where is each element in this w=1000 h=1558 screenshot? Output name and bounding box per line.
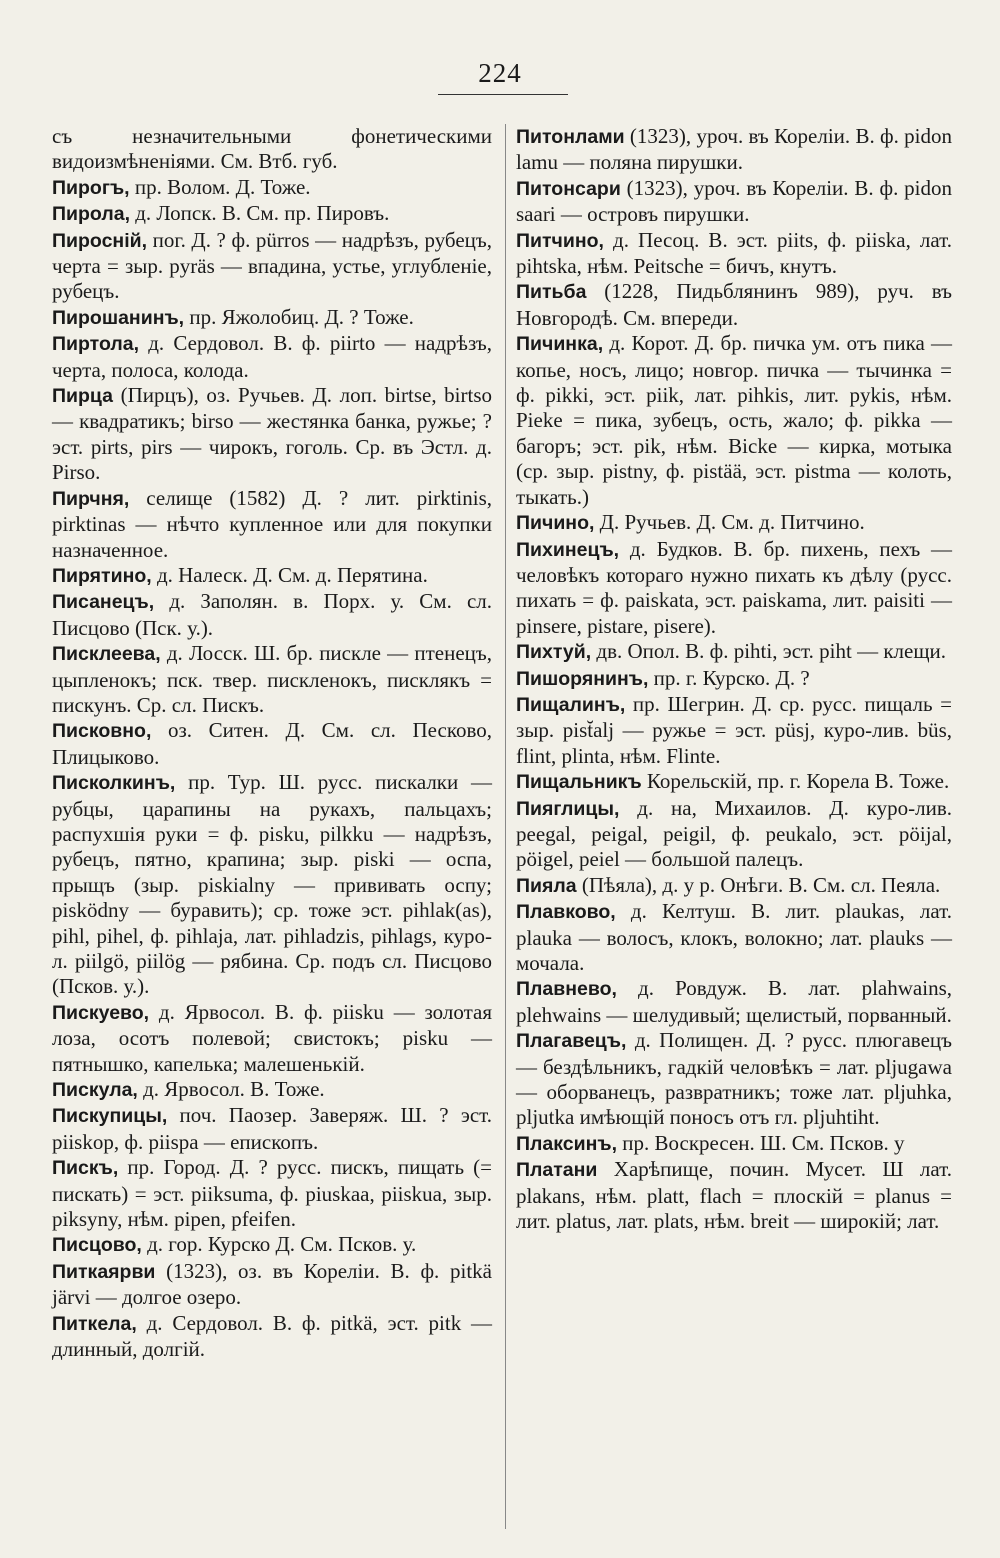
entry-headword: Пискуево, [52, 1001, 150, 1024]
entry-text: д. Лосск. Ш. бр. пискле — птенецъ, цыпленокъ; пск. твер. пискленокъ, писклякъ = пискунъ. Ср. сл. Пискъ. [52, 641, 492, 717]
dictionary-entry [516, 976, 952, 1028]
dictionary-entry [52, 641, 492, 718]
dictionary-entry [52, 1103, 492, 1155]
entry-headword: Пищальникъ [516, 771, 642, 794]
page-number-rule [438, 94, 568, 95]
entry-headword: Пиртола, [52, 333, 140, 356]
dictionary-entry [516, 279, 952, 331]
dictionary-entry [52, 1311, 492, 1363]
dictionary-entry [52, 305, 492, 331]
entry-text: д. Корот. Д. бр. пичка ум. отъ пика — копье, носъ, лицо; новгор. пичка — тычинка = ф. pikki, эст. piik, лат. pihkis, лит. pykis, нѣм. Pieke = пика, зубецъ, ость, жало; ф. pikka — багоръ; эст. pik, нѣм. Bicke — кирка, мотыка (ср. зыр. pistny, ф. pistää, эст. pistma — колоть, тыкать.) [516, 331, 952, 509]
entry-headword: Питкаярви [52, 1260, 156, 1283]
entry-headword: Пирошанинъ, [52, 306, 185, 329]
entry-headword: Писанецъ, [52, 591, 155, 614]
entry-text: д. Сердовол. В. ф. pitkä, эст. pitk — длинный, долгій. [52, 1310, 492, 1362]
entry-headword: Пияглицы, [516, 797, 620, 820]
dictionary-entry [52, 589, 492, 641]
dictionary-entry [52, 1232, 492, 1258]
dictionary-entry [52, 1259, 492, 1311]
entry-text: (1228, Пидьблянинъ 989), руч. въ Новгородѣ. См. впереди. [516, 279, 952, 330]
entry-text: пр. Город. Д. ? русс. пискъ, пищать (= пискать) = эст. piiksuma, ф. piuskaa, piiskua, зыр. piksyny, нѣм. pipen, pfeifen. [52, 1155, 492, 1232]
entry-headword: Пичинка, [516, 333, 604, 356]
entry-text: д. Полищен. Д. ? русс. плюгавецъ — бездѣльникъ, гадкій человѣкъ = лат. pljugawa — оборванецъ, развратникъ; тоже лат. pljuhka, pljutka имѣющій поносъ отъ гл. pljuhtiht. [516, 1028, 952, 1130]
dictionary-entry [52, 1155, 492, 1232]
entry-headword: Питьба [516, 281, 587, 304]
dictionary-entry [52, 563, 492, 589]
dictionary-entry [516, 873, 952, 899]
entry-text: д. Ярвосол. В. ф. piisku — золотая лоза, осотъ полевой; свистокъ; pisku — пятнышко, капелька; малешенькій. [52, 999, 492, 1076]
entry-headword: Пискъ, [52, 1157, 119, 1180]
entry-text: пр. г. Курско. Д. ? [648, 665, 810, 690]
entry-text: д. Песоц. В. эст. piits, ф. piiska, лат. pihtska, нѣм. Peitsche = бичъ, кнутъ. [516, 227, 952, 279]
dictionary-entry [52, 175, 492, 201]
entry-text: дв. Опол. В. ф. pihti, эст. piht — клещи. [591, 639, 946, 664]
dictionary-entry [52, 718, 492, 770]
entry-headword: Плавнево, [516, 978, 617, 1001]
entry-headword: Пишорянинъ, [516, 667, 649, 690]
entry-text: поч. Паозер. Заверяж. Ш. ? эст. piiskop, ф. piispa — епископъ. [52, 1103, 492, 1154]
dictionary-entry [516, 124, 952, 176]
page-number: 224 [478, 58, 522, 88]
entry-text: д. Заполян. в. Порх. у. См. сл. Писцово (Пск. у.). [52, 589, 492, 640]
entry-headword: Питкела, [52, 1312, 137, 1335]
entry-headword: Пирола, [52, 203, 130, 226]
entry-text: Харѣпище, почин. Мусет. Ш лат. plakans, нѣм. platt, flach = плоскій = planus = лит. platus, лат. plats, нѣм. breit — широкій; лат. [516, 1157, 952, 1234]
dictionary-entry [516, 666, 952, 692]
entry-text: (Пирцъ), оз. Ручьев. Д. лоп. birtse, birtso — квадратикъ; birso — жестянка банка, ружье; ? эст. pirts, pirs — чирокъ, гоголь. Ср. въ Эстл. д. Pirso. [52, 383, 492, 485]
entry-text: селище (1582) Д. ? лит. pirktinis, pirktinas — нѣчто купленное или для покупки назначенное. [52, 485, 492, 562]
dictionary-entry [516, 176, 952, 228]
entry-headword: Плагавецъ, [516, 1030, 627, 1053]
entry-headword: Платани [516, 1159, 598, 1182]
entry-headword: Питчино, [516, 229, 604, 252]
dictionary-entry [516, 769, 952, 795]
entry-headword: Пискупицы, [52, 1105, 168, 1128]
entry-headword: Пирчня, [52, 487, 130, 510]
dictionary-entry [52, 331, 492, 383]
dictionary-entry [52, 1000, 492, 1077]
entry-text: д. на, Михаилов. Д. куро-лив. peegal, peigal, peigil, ф. peukalo, эст. pöijal, pöigel, peiel — большой палецъ. [516, 795, 952, 872]
entry-headword: Пиросній, [52, 229, 148, 252]
entry-text: Д. Ручьев. Д. См. д. Питчино. [594, 510, 865, 535]
entry-headword: Писклеева, [52, 643, 161, 666]
entry-headword: Пирца [52, 385, 113, 408]
entry-text: д. Келтуш. В. лит. plaukas, лат. plauka — волосъ, клокъ, волокно; лат. plauks — мочала. [516, 899, 952, 975]
dictionary-entry [516, 1157, 952, 1234]
dictionary-entry [52, 486, 492, 563]
entry-text: пр. Воскресен. Ш. См. Псков. у [617, 1130, 905, 1155]
entry-headword: Питонсари [516, 177, 621, 200]
entry-headword: Пищалинъ, [516, 693, 626, 716]
entry-text: съ незначительными фонетическими видоизмѣненіями. См. Втб. губ. [52, 124, 492, 174]
entry-headword: Пирогъ, [52, 176, 130, 199]
dictionary-entry [52, 228, 492, 305]
entry-text: пог. Д. ? ф. pürros — надрѣзъ, рубецъ, черта = зыр. pyräs — впадина, устье, углубленіе, рубецъ. [52, 227, 492, 304]
entry-headword: Писковно, [52, 720, 152, 743]
entry-text: (1323), уроч. въ Кореліи. В. ф. pidon lamu — поляна пирушки. [516, 124, 952, 175]
entry-headword: Пихтуй, [516, 641, 592, 664]
left-column [52, 124, 492, 1363]
dictionary-entry [52, 201, 492, 227]
entry-text: пр. Яжолобиц. Д. ? Тоже. [184, 304, 414, 329]
entry-text: пр. Шегрин. Д. ср. русс. пищаль = зыр. pist̆alj — ружье = эст. püsj, куро-лив. büs, flint, plinta, нѣм. Flinte. [516, 691, 952, 768]
entry-headword: Писцово, [52, 1234, 142, 1257]
entry-text: пр. Тур. Ш. русс. пискалки — рубцы, царапины на рукахъ, пальцахъ; распухшія руки = ф. pisku, pilkku — надрѣзъ, рубецъ, пятно, крапина; зыр. piski — оспа, прыщъ (зыр. piskialny — прививать оспу; pisködny — буравить); ср. тоже эст. pihlak(as), pihl, pihel, ф. pihlaja, лат. pihladzis, pihlags, куро-л. piilgö, piilög — рябина. Ср. подъ сл. Писцово (Псков. у.). [52, 770, 492, 999]
dictionary-entry [516, 537, 952, 640]
dictionary-entry [516, 796, 952, 873]
entry-headword: Пихинецъ, [516, 538, 620, 561]
dictionary-entry [516, 639, 952, 665]
dictionary-entry [516, 899, 952, 976]
dictionary-entry [516, 692, 952, 769]
entry-text: д. Лопск. В. См. пр. Пировъ. [130, 201, 390, 226]
entry-text: д. Налеск. Д. См. д. Перятина. [151, 562, 428, 587]
entry-headword: Пичино, [516, 512, 595, 535]
entry-headword: Плаксинъ, [516, 1132, 617, 1155]
column-divider [505, 124, 506, 1529]
right-column [516, 124, 952, 1234]
dictionary-entry [52, 770, 492, 1000]
dictionary-entry [516, 1131, 952, 1157]
dictionary-entry [52, 383, 492, 486]
entry-text: д. Ровдуж. В. лат. plahwains, plehwains — шелудивый; щелистый, порванный. [516, 976, 952, 1027]
entry-text: д. гор. Курско Д. См. Псков. у. [141, 1232, 417, 1257]
entry-headword: Питонлами [516, 126, 625, 148]
entry-text: д. Будков. В. бр. пихень, пехъ — человѣкъ котораго нужно пихать къ дѣлу (русс. пихать = ф. paiskata, эст. paiskama, лит. paisiti — pinsere, pistare, pisere). [516, 536, 952, 638]
entry-text: оз. Ситен. Д. См. сл. Песково, Плицыково. [52, 718, 492, 769]
entry-headword: Плавково, [516, 901, 616, 924]
entry-text: Корельскій, пр. г. Корела В. Тоже. [641, 769, 950, 794]
entry-text: пр. Волом. Д. Тоже. [129, 174, 311, 199]
entry-headword: Пирятино, [52, 564, 152, 587]
dictionary-entry [52, 124, 492, 175]
entry-text: (1323), уроч. въ Кореліи. В. ф. pidon saari — островъ пирушки. [516, 175, 952, 227]
dictionary-entry [516, 331, 952, 510]
entry-headword: Пискула, [52, 1079, 138, 1102]
dictionary-entry [52, 1077, 492, 1103]
entry-text: (1323), оз. въ Кореліи. В. ф. pitkä järvi — долгое озеро. [52, 1258, 492, 1310]
entry-headword: Пияла [516, 874, 577, 897]
dictionary-entry [516, 1028, 952, 1131]
entry-text: (Пѣяла), д. у р. Онѣги. В. См. сл. Пеяла. [576, 872, 941, 897]
entry-headword: Писколкинъ, [52, 772, 176, 795]
entry-text: д. Сердовол. В. ф. piirto — надрѣзъ, черта, полоса, колода. [52, 331, 492, 382]
dictionary-entry [516, 228, 952, 280]
dictionary-entry [516, 510, 952, 536]
entry-text: д. Ярвосол. В. Тоже. [137, 1077, 325, 1102]
